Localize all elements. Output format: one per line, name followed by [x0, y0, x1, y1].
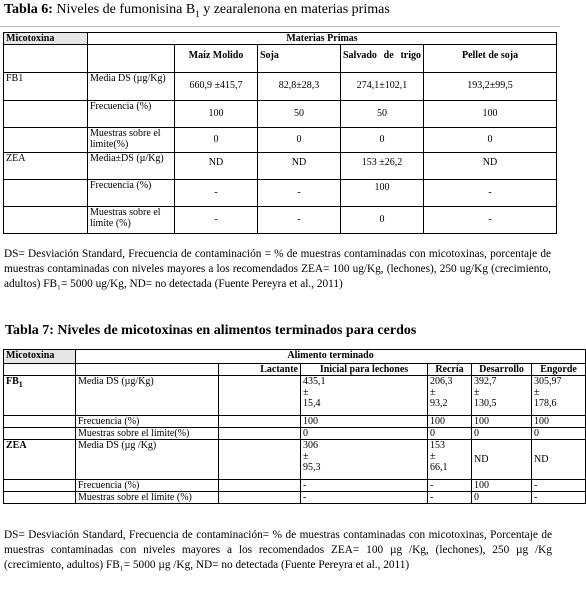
tabla6-col-0: Maíz Molido: [175, 45, 258, 73]
tabla6-row-param: Frecuencia (%): [88, 101, 175, 128]
tabla7-cell: 306 ± 95,3: [301, 440, 428, 480]
tabla7-cell: [219, 416, 301, 428]
tabla6-col-1: Soja: [258, 45, 341, 73]
tabla6-title-end: y zearalenona en materias primas: [199, 2, 390, 17]
tabla6-col-2: Salvado de trigo: [341, 45, 424, 73]
tabla6-note: DS= Desviación Standard, Frecuencia de contaminación = % de muestras contaminadas con micotoxinas, porcentaje de muestras contaminadas con niveles mayores a los recomendados ZEA= 100 ug/Kg, (lechones), 250 ug/Kg (crecimiento, adultos) FB₁= 5000 ug/Kg, ND= no detectada (Fuente Pereyra et al., 2011): [4, 248, 551, 290]
tabla7-cell: 435,1 ± 15,4: [301, 376, 428, 416]
tabla6-row-param: Muestras sobre el límite (%): [88, 207, 175, 234]
tabla6-cell: 0: [258, 128, 341, 153]
tabla7-col-4: Engorde: [532, 364, 586, 376]
tabla6-cell: 50: [341, 101, 424, 128]
tabla7-row-param: Media DS (µg /Kg): [76, 440, 219, 480]
tabla6-cell: 100: [175, 101, 258, 128]
tabla7-row-param: Frecuencia (%): [76, 480, 219, 492]
tabla7-cell: [219, 376, 301, 416]
tabla6-cell: 0: [175, 128, 258, 153]
tabla7-cell: [219, 480, 301, 492]
tabla6-cell: 50: [258, 101, 341, 128]
tabla6-cell: 100: [424, 101, 557, 128]
tabla7-cell: [219, 428, 301, 440]
tabla6-row-param: Media±DS (µ/Kg): [88, 153, 175, 180]
tabla7-cell: 392,7 ± 130,5: [472, 376, 532, 416]
tabla7-cell: 305,97 ± 178,6: [532, 376, 586, 416]
tabla7-col-0: Lactante: [219, 364, 301, 376]
tabla6-cell: 100: [341, 180, 424, 207]
tabla6-cell: ND: [258, 153, 341, 180]
tabla7-col-3: Desarrollo: [472, 364, 532, 376]
tabla7-row-tox: ZEA: [4, 440, 76, 480]
tabla7-cell: 100: [472, 480, 532, 492]
tabla7-cell: [219, 440, 301, 480]
tabla6-row-param: Muestras sobre el límite(%): [88, 128, 175, 153]
tabla7-row-tox: $FB_1$: [4, 376, 76, 416]
tabla6-cell: -: [258, 180, 341, 207]
tabla6-title-sub: 1: [195, 8, 200, 19]
tabla7-row-tox: [4, 480, 76, 492]
tabla6-cell: 0: [341, 207, 424, 234]
tabla6-cell: 82,8±28,3: [258, 73, 341, 101]
tabla7-row-param: Muestras sobre el límite(%): [76, 428, 219, 440]
tabla6-row-param: Media DS (µg/Kg): [88, 73, 175, 101]
tabla7-cell: -: [532, 492, 586, 504]
tabla6-row-tox: [4, 180, 88, 207]
tabla7-table: [3, 349, 586, 504]
tabla6-row-tox: [4, 128, 88, 153]
tabla6-row-tox: [4, 101, 88, 128]
tabla7-cell: 0: [532, 428, 586, 440]
tabla7-cell: [219, 492, 301, 504]
tabla7-cell: -: [428, 492, 472, 504]
tabla6-row-tox: [4, 207, 88, 234]
tabla6-cell: -: [258, 207, 341, 234]
tabla6-col-3: Pellet de soja: [424, 45, 557, 73]
tabla7-row-param: Muestras sobre el límite (%): [76, 492, 219, 504]
tabla7-note: DS= Desviación Standard, Frecuencia de contaminación= % de muestras contaminadas con micotoxinas, Porcentaje de muestras contaminadas con niveles mayores a los recomendados ZEA= 100 µg /Kg, (lechones), 250 µg /Kg (crecimiento, adultos) FB₁= 5000 µg /Kg, ND= no detectada (Fuente Pereyra et al., 2011): [4, 529, 552, 571]
tabla7-cell: -: [532, 480, 586, 492]
tabla7-cell: 100: [472, 416, 532, 428]
tabla7-row-tox: [4, 416, 76, 428]
tabla7-cell: 100: [428, 416, 472, 428]
tabla7-header-blank: [76, 364, 219, 376]
tabla6-cell: 660,9 ±415,7: [175, 73, 258, 101]
tabla6-cell: 193,2±99,5: [424, 73, 557, 101]
tabla7-cell: 100: [301, 416, 428, 428]
tabla7-cell: -: [301, 480, 428, 492]
tabla7-row-tox: [4, 492, 76, 504]
tabla7-cell: 206,3 ± 93,2: [428, 376, 472, 416]
tabla7-cell: 100: [532, 416, 586, 428]
tabla7-col-2: Recría: [428, 364, 472, 376]
tabla7-row-param: Frecuencia (%): [76, 416, 219, 428]
tabla6-cell: -: [175, 207, 258, 234]
tabla6-cell: ND: [424, 153, 557, 180]
tabla7-row-param: Media DS (µg/Kg): [76, 376, 219, 416]
tabla6-row-tox: FB1: [4, 73, 88, 101]
tabla6-cell: 274,1±102,1: [341, 73, 424, 101]
tabla7-col-1: Inicial para lechones: [301, 364, 428, 376]
tabla7-cell: 0: [472, 428, 532, 440]
tabla7-header-alimento: Alimento terminado: [76, 350, 586, 364]
tabla7-cell: 0: [301, 428, 428, 440]
tabla6-cell: -: [175, 180, 258, 207]
tabla6-cell: -: [424, 207, 557, 234]
tabla7-title: Tabla 7: Niveles de micotoxinas en alimentos terminados para cerdos: [5, 323, 417, 338]
tabla6-title: [4, 2, 390, 22]
tabla6-cell: -: [424, 180, 557, 207]
tabla6-header-micotoxina: Micotoxina: [4, 33, 88, 45]
tabla6-title-text: Niveles de fumonisina B: [52, 2, 196, 17]
tabla7-header-micotoxina: Micotoxina: [4, 350, 76, 364]
tabla7-cell: -: [301, 492, 428, 504]
tabla7-cell: ND: [472, 440, 532, 480]
tabla7-cell: 0: [428, 428, 472, 440]
tabla6-cell: 0: [424, 128, 557, 153]
tabla6-header-blank: [88, 45, 175, 73]
divider: [0, 26, 560, 27]
tabla6-header-blank: [4, 45, 88, 73]
tabla6-title-label: Tabla 6:: [4, 2, 53, 17]
tabla6-header-materias: Materias Primas: [88, 33, 557, 45]
tabla6-cell: 153 ±26,2: [341, 153, 424, 180]
tabla6-row-param: Frecuencia (%): [88, 180, 175, 207]
tabla6-table: [3, 32, 557, 234]
tabla7-cell: -: [428, 480, 472, 492]
tabla7-cell: 0: [472, 492, 532, 504]
tabla7-row-tox: [4, 428, 76, 440]
tabla6-cell: 0: [341, 128, 424, 153]
tabla7-cell: ND: [532, 440, 586, 480]
tabla6-cell: ND: [175, 153, 258, 180]
tabla6-row-tox: ZEA: [4, 153, 88, 180]
tabla7-cell: 153 ± 66,1: [428, 440, 472, 480]
tabla7-header-blank: [4, 364, 76, 376]
